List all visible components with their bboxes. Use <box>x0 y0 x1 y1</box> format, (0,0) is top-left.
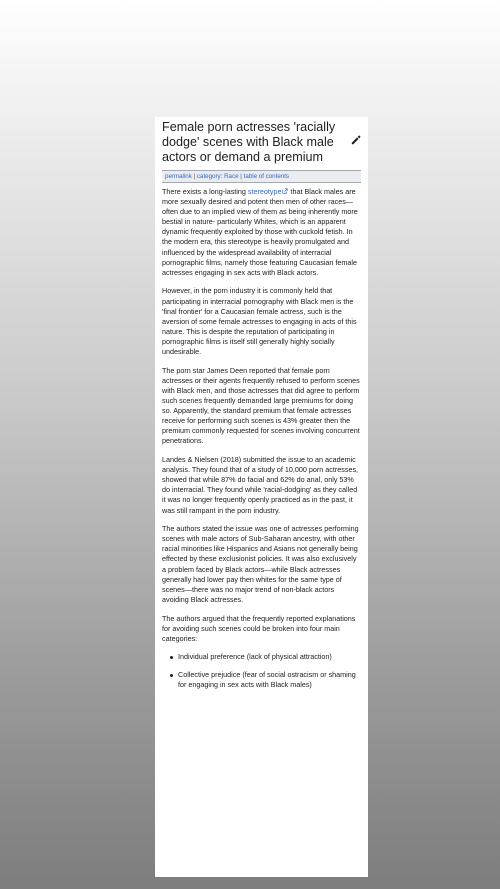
article-title: Female porn actresses 'racially dodge' scenes with Black male actors or demand a premium <box>162 120 336 164</box>
permalink-link[interactable]: permalink <box>165 173 192 180</box>
category-prefix-link[interactable]: category: <box>196 173 223 180</box>
paragraph-1 <box>162 187 361 278</box>
paragraph-1-end: that Black males are more sexually desired and potent then men of other races—often due to an implied view of them as being inherently more bestial in nature- particularly Whites, which is an apparent dynamic frequently exploited by those with cuckold fetish. In the modern era, this stereotype is heavily promulgated and influenced by the widespread availability of interracial pornographic films, namely those featuring Caucasian female actresses engaging in sex acts with Black actors. <box>162 187 358 277</box>
bullet-icon <box>170 674 173 677</box>
paragraph-2: However, in the porn industry it is commonly held that participating in interracial pornography with Black men is the 'final frontier' for a Caucasian female actress, such is the aversion of some female actresses to engaging in acts of this nature. This is despite the reputation of participating in pornographic films is itself still generally highly socially undesirable. <box>162 286 357 356</box>
pencil-icon[interactable] <box>350 134 362 146</box>
list-item <box>170 652 361 662</box>
paragraph-3: The porn star James Deen reported that female porn actresses or their agents frequently refused to perform scenes with Black men, and those actresses that did agree to perform such scenes frequently demanded large premiums for doing so. Apparently, the standard premium that female actresses receive for performing such scenes is 43% greater then the premium commonly requested for scenes involving concurrent penetrations. <box>162 365 360 446</box>
categories-list <box>162 652 361 689</box>
bullet-icon <box>170 656 173 659</box>
article-card <box>155 117 368 877</box>
toc-link[interactable]: table of contents <box>243 173 290 180</box>
meta-separator: | <box>240 173 242 180</box>
list-item-text: Individual preference (lack of physical attraction) <box>178 652 332 662</box>
article-body <box>155 183 368 690</box>
paragraph-6: The authors argued that the frequently reported explanations for avoiding such scenes could be broken into four main categories: <box>162 613 356 643</box>
stereotype-link[interactable] <box>248 187 289 196</box>
paragraph-4: Landes & Nielsen (2018) submitted the issue to an academic analysis. They found that of a study of 10,000 porn actresses, showed that while 87% do facial and 62% do anal, only 53% do interracial. They found while 'racial-dodging' as they called it was no longer frequently openly practiced as in the past, it was still rampant in the porn industry. <box>162 455 359 515</box>
stereotype-link-text: stereotype <box>247 187 282 196</box>
category-link[interactable]: Race <box>224 173 239 180</box>
article-header <box>155 117 368 165</box>
list-item-text: Collective prejudice (fear of social ostracism or shaming for engaging in sex acts with Black males) <box>178 669 356 689</box>
meta-separator: | <box>193 173 196 180</box>
paragraph-1-start: There exists a long-lasting <box>162 187 248 196</box>
article-meta-bar <box>162 170 361 183</box>
paragraph-5: The authors stated the issue was one of actresses performing scenes with male actors of Sub-Saharan ancestry, with other racial minorities like Hispanics and Asians not generally being effected by these exclusionist policies. It was also exclusively a problem faced by Black actors—while Black actresses generally had lower pay then whites for the same type of scenes—there was no major trend of non-black actors avoiding Black actresses. <box>162 524 359 604</box>
list-item <box>170 670 361 690</box>
